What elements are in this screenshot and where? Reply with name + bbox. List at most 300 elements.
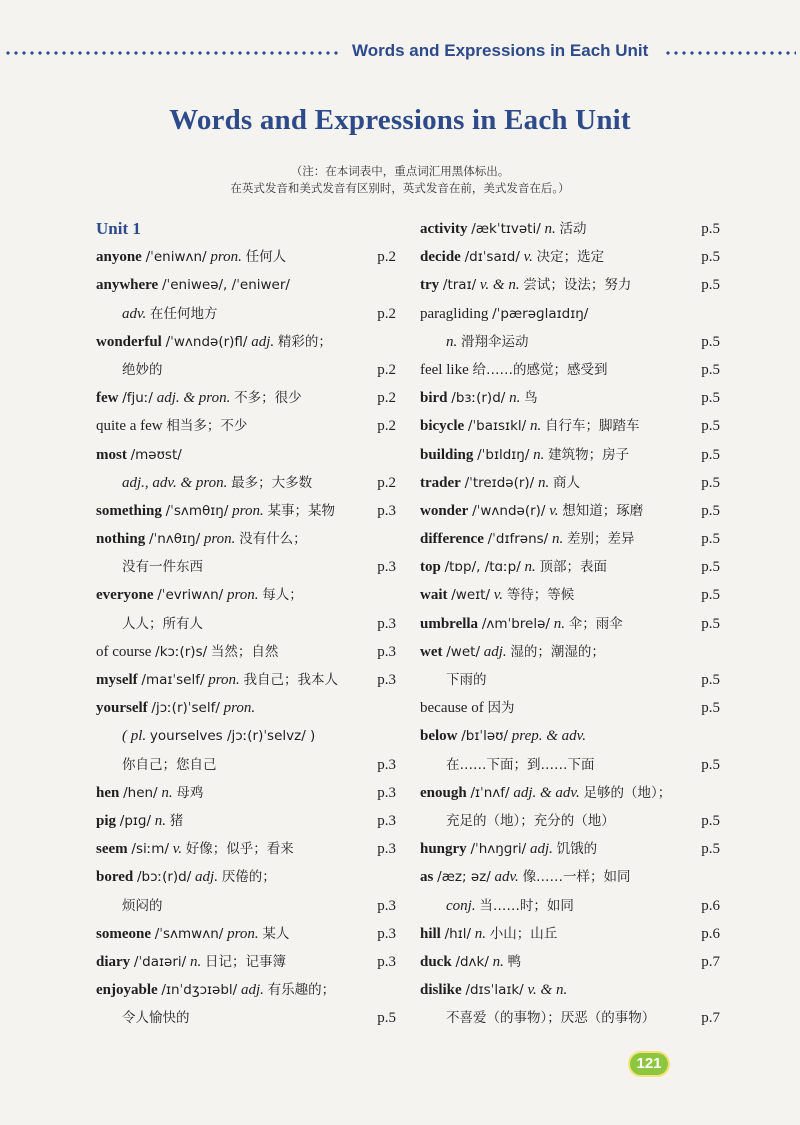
page-reference: p.2: [377, 474, 396, 491]
pronunciation: /ˈsʌmwʌn/: [154, 925, 224, 942]
vocab-line: [96, 779, 396, 807]
part-of-speech: n.: [492, 953, 504, 970]
headword: anyone: [96, 249, 142, 266]
page-reference: p.6: [701, 897, 720, 914]
chinese-meaning: 差别；差异: [566, 531, 635, 548]
headword: most: [96, 446, 127, 463]
vocab-text: [446, 751, 595, 779]
vocab-line: [420, 863, 720, 891]
unit-heading-row: [96, 215, 396, 243]
chinese-meaning: 自行车；脚踏车: [544, 418, 640, 435]
part-of-speech: n.: [544, 221, 556, 237]
vocab-line: [96, 553, 396, 581]
page-reference: p.7: [701, 953, 720, 970]
vocab-text: [420, 863, 631, 891]
headword: wait: [420, 587, 448, 604]
pronunciation: /ɪnˈdʒɔɪəbl/: [161, 982, 238, 999]
vocab-line: [420, 751, 720, 779]
chinese-meaning: 相当多；不少: [166, 418, 248, 435]
vocab-text: [122, 553, 203, 581]
part-of-speech: pron.: [208, 672, 240, 688]
headword: bird: [420, 390, 448, 407]
part-of-speech: n.: [524, 559, 536, 576]
vocab-text: [122, 356, 163, 384]
pronunciation: /æz; əz/: [437, 869, 491, 886]
vocab-line: [96, 328, 396, 356]
headword: top: [420, 559, 441, 576]
chinese-meaning: 不喜爱（的事物）；厌恶（的事物）: [446, 1010, 656, 1027]
vocab-line: [420, 553, 720, 581]
vocab-line: [420, 497, 720, 525]
vocab-text: [122, 722, 315, 750]
chinese-meaning: 湿的；潮湿的；: [510, 643, 605, 660]
chinese-meaning: 因为: [487, 700, 515, 717]
vocab-line: [96, 835, 396, 863]
page-reference: p.2: [377, 249, 396, 266]
vocab-text: [96, 863, 276, 891]
vocab-text: [446, 1004, 655, 1032]
page-reference: p.5: [701, 333, 720, 350]
part-of-speech: n.: [533, 446, 545, 463]
part-of-speech: pron.: [226, 587, 259, 604]
part-of-speech: n.: [551, 531, 564, 548]
vocab-line: [420, 638, 720, 666]
chinese-meaning: 伞；雨伞: [568, 615, 623, 632]
vocab-text: [420, 469, 580, 497]
vocab-line: [96, 638, 396, 666]
vocab-line: [420, 610, 720, 638]
chinese-meaning: 充足的（地）；充分的（地）: [446, 812, 615, 829]
running-title: Words and Expressions in Each Unit: [352, 41, 649, 60]
vocab-text: [420, 441, 629, 469]
pronunciation: /hɪl/: [444, 925, 472, 942]
vocab-line: [96, 384, 396, 412]
vocab-text: [420, 497, 643, 525]
vocab-line: [96, 722, 396, 750]
headword: feel like: [420, 361, 469, 378]
page-reference: p.5: [377, 1010, 396, 1027]
note-line-2: 在英式发音和美式发音有区别时，英式发音在前，美式发音在后。）: [230, 181, 570, 195]
headword: wet: [420, 643, 443, 660]
headword: hill: [420, 925, 441, 942]
vocab-text: [122, 892, 163, 920]
part-of-speech: n.: [189, 953, 202, 970]
chinese-meaning: 我自己；我本人: [243, 672, 339, 688]
part-of-speech: adj.: [195, 869, 218, 886]
vocab-text: [96, 976, 335, 1004]
headword: because of: [420, 700, 484, 717]
vocab-line: [96, 610, 396, 638]
vocab-text: [420, 553, 607, 581]
vocab-line: [420, 243, 720, 271]
vocab-line: [96, 300, 396, 328]
part-of-speech: adj.: [483, 643, 507, 660]
vocab-text: [420, 384, 538, 412]
vocab-line: [420, 976, 720, 1004]
vocab-text: [420, 525, 634, 553]
headword: everyone: [96, 587, 154, 604]
vocab-line: [96, 948, 396, 976]
pronunciation: /dʌk/: [455, 953, 489, 970]
headword: activity: [420, 221, 468, 237]
vocab-text: [420, 694, 514, 722]
part-of-speech: pron.: [223, 700, 256, 717]
vocab-line: [420, 328, 720, 356]
part-of-speech: n.: [446, 333, 458, 350]
part-of-speech: adj.: [529, 841, 553, 858]
pronunciation: /ʌmˈbrelə/: [481, 615, 550, 632]
page-reference: p.3: [377, 559, 396, 576]
vocab-text: [96, 441, 182, 469]
vocab-line: [96, 271, 396, 299]
headword: wonderful: [96, 333, 162, 350]
part-of-speech: v. & n.: [527, 982, 568, 999]
vocab-line: [96, 892, 396, 920]
page-reference: p.5: [701, 418, 720, 435]
part-of-speech: n.: [537, 474, 550, 491]
pronunciation: /ˈdɪfrəns/: [487, 531, 549, 548]
headword: building: [420, 446, 474, 463]
page-reference: p.5: [701, 531, 720, 548]
vocab-text: [122, 610, 203, 638]
vocab-text: [122, 469, 312, 497]
headword: diary: [96, 953, 131, 970]
chinese-meaning: 不多；很少: [234, 390, 302, 407]
vocab-text: [420, 722, 586, 750]
chinese-meaning: 在任何地方: [150, 305, 218, 322]
vocab-line: [96, 976, 396, 1004]
chinese-meaning: 精彩的；: [277, 333, 332, 350]
vocab-line: [420, 666, 720, 694]
vocab-text: [420, 779, 671, 807]
vocab-line: [420, 779, 720, 807]
pronunciation: /hen/: [123, 784, 158, 801]
dotted-rule-left: [4, 51, 342, 55]
headword: difference: [420, 531, 484, 548]
vocab-line: [96, 581, 396, 609]
vocabulary-column-right: [420, 215, 720, 1032]
plural-form: yourselves /jɔː(r)ˈselvz/ ): [149, 728, 316, 745]
note-line-1: （注：在本词表中，重点词汇用黑体标出。: [290, 164, 510, 178]
part-of-speech: adj. & pron.: [156, 390, 231, 407]
vocab-text: [420, 271, 631, 299]
headword: dislike: [420, 982, 462, 999]
pronunciation: /traɪ/: [442, 277, 477, 294]
part-of-speech: pron.: [232, 502, 264, 519]
page-reference: p.2: [377, 305, 396, 322]
chinese-meaning: 烦闷的: [122, 897, 163, 914]
chinese-meaning: 绝妙的: [122, 361, 163, 378]
chinese-meaning: 没有什么；: [239, 531, 307, 548]
vocab-line: [420, 441, 720, 469]
pronunciation: /bɜː(r)d/: [451, 390, 506, 407]
vocab-text: [96, 412, 247, 440]
vocab-text: [96, 384, 302, 412]
vocab-text: [96, 779, 203, 807]
chinese-meaning: 最多；大多数: [231, 474, 313, 491]
vocab-text: [446, 666, 487, 694]
vocabulary-column-left: [96, 215, 396, 1032]
vocab-line: [96, 694, 396, 722]
pronunciation: /bɪˈləʊ/: [461, 728, 509, 745]
pronunciation: /ˈbɪldɪŋ/: [477, 446, 530, 463]
chinese-meaning: 活动: [559, 221, 587, 237]
page-reference: p.5: [701, 700, 720, 717]
page-reference: p.2: [377, 361, 396, 378]
page-reference: p.3: [377, 925, 396, 942]
vocab-text: [446, 807, 615, 835]
vocab-line: [420, 271, 720, 299]
page-reference: p.5: [701, 587, 720, 604]
chinese-meaning: 你自己；您自己: [122, 756, 217, 773]
page-reference: p.5: [701, 221, 720, 237]
vocab-line: [96, 243, 396, 271]
pronunciation: /ˈeniweə/, /ˈeniwer/: [161, 277, 290, 294]
pronunciation: /ˈnʌθɪŋ/: [148, 531, 201, 548]
chinese-meaning: 顶部；表面: [539, 559, 608, 576]
headword: enough: [420, 784, 467, 801]
chinese-meaning: 小山；山丘: [489, 925, 558, 942]
vocab-line: [420, 469, 720, 497]
vocab-text: [420, 215, 587, 243]
chinese-meaning: 某事；某物: [267, 502, 335, 519]
vocab-line: [420, 807, 720, 835]
dotted-rule-right: [664, 51, 796, 55]
headword: paragliding: [420, 305, 489, 322]
pronunciation: /ˈbaɪsɪkl/: [467, 418, 527, 435]
chinese-meaning: 日记；记事簿: [204, 953, 286, 970]
part-of-speech: n.: [161, 784, 173, 801]
headword: hen: [96, 784, 120, 801]
headword: duck: [420, 953, 452, 970]
vocab-line: [96, 863, 396, 891]
vocab-text: [96, 948, 286, 976]
vocab-line: [96, 356, 396, 384]
page-reference: p.5: [701, 615, 720, 632]
vocab-line: [96, 807, 396, 835]
vocab-line: [420, 835, 720, 863]
vocab-line: [420, 384, 720, 412]
headword: of course: [96, 643, 152, 660]
vocab-line: [420, 525, 720, 553]
pronunciation: /dɪsˈlaɪk/: [465, 982, 524, 999]
page-reference: p.3: [377, 672, 396, 688]
page-reference: p.3: [377, 784, 396, 801]
pronunciation: /ˈsʌmθɪŋ/: [165, 502, 229, 519]
headword: enjoyable: [96, 982, 158, 999]
vocab-line: [96, 666, 396, 694]
headword: bored: [96, 869, 134, 886]
headword: someone: [96, 925, 151, 942]
part-of-speech: n.: [509, 390, 521, 407]
part-of-speech: v.: [523, 249, 533, 266]
vocab-text: [420, 638, 605, 666]
vocab-line: [420, 412, 720, 440]
vocab-text: [420, 920, 557, 948]
page-reference: p.5: [701, 249, 720, 266]
headword: below: [420, 728, 458, 745]
vocab-text: [96, 328, 332, 356]
vocab-text: [96, 835, 294, 863]
page-reference: p.2: [377, 418, 396, 435]
page-reference: p.5: [701, 446, 720, 463]
chinese-meaning: 任何人: [245, 249, 287, 266]
vocab-text: [96, 638, 278, 666]
vocab-text: [96, 497, 335, 525]
running-header: [0, 38, 800, 66]
chinese-meaning: 想知道；琢磨: [562, 502, 644, 519]
vocab-line: [96, 751, 396, 779]
pronunciation: /ˈwʌndə(r)/: [472, 502, 546, 519]
part-of-speech: v.: [493, 587, 504, 604]
headword: nothing: [96, 531, 146, 548]
page-reference: p.2: [377, 390, 396, 407]
pronunciation: /ækˈtɪvəti/: [471, 221, 541, 237]
chinese-meaning: 当然；自然: [210, 643, 279, 660]
headword: hungry: [420, 841, 467, 858]
chinese-meaning: 等待；等候: [506, 587, 575, 604]
part-of-speech: adj. & adv.: [513, 784, 580, 801]
vocab-text: [96, 694, 255, 722]
part-of-speech: v. & n.: [479, 277, 520, 294]
vocab-text: [420, 356, 607, 384]
vocab-text: [446, 892, 574, 920]
part-of-speech: v.: [172, 841, 183, 858]
vocab-text: [420, 412, 639, 440]
pronunciation: /ɪˈnʌf/: [470, 784, 510, 801]
chinese-meaning: 当……时；如同: [479, 897, 574, 914]
headword: quite a few: [96, 418, 163, 435]
page-reference: p.6: [701, 925, 720, 942]
vocab-text: [122, 1004, 190, 1032]
pronunciation: /fjuː/: [122, 390, 153, 407]
part-of-speech: conj.: [446, 897, 476, 914]
part-of-speech: pron.: [227, 925, 259, 942]
pronunciation: /bɔː(r)d/: [136, 869, 192, 886]
pronunciation: /maɪˈself/: [141, 672, 205, 688]
headword: myself: [96, 672, 138, 688]
page-reference: p.7: [701, 1010, 720, 1027]
page-reference: p.5: [701, 502, 720, 519]
pronunciation: /ˈhʌŋɡri/: [470, 841, 527, 858]
pronunciation: /ˈdaɪəri/: [133, 953, 187, 970]
page-reference: p.3: [377, 643, 396, 660]
vocab-line: [420, 215, 720, 243]
chinese-meaning: 足够的（地）；: [583, 784, 672, 801]
chinese-meaning: 有乐趣的；: [267, 982, 336, 999]
headword: something: [96, 502, 162, 519]
unit-heading: Unit 1: [96, 219, 141, 238]
pronunciation: /ˈevriwʌn/: [157, 587, 224, 604]
chinese-meaning: 好像；似乎；看来: [185, 841, 294, 858]
vocab-line: [96, 497, 396, 525]
headword: trader: [420, 474, 461, 491]
pronunciation: /weɪt/: [451, 587, 491, 604]
part-of-speech: adv.: [122, 305, 147, 322]
chinese-meaning: 在……下面；到……下面: [446, 756, 595, 773]
vocab-line: [96, 920, 396, 948]
chinese-meaning: 滑翔伞运动: [461, 333, 529, 350]
vocab-text: [96, 920, 289, 948]
page-reference: p.3: [377, 812, 396, 829]
chinese-meaning: 厌倦的；: [221, 869, 276, 886]
vocab-text: [420, 581, 574, 609]
vocab-line: [420, 694, 720, 722]
part-of-speech: n.: [474, 925, 487, 942]
page-reference: p.5: [701, 474, 720, 491]
chinese-meaning: 猪: [169, 812, 184, 829]
part-of-speech: ( pl.: [122, 728, 147, 745]
vocab-line: [420, 920, 720, 948]
part-of-speech: n.: [154, 812, 167, 829]
page-reference: p.5: [701, 756, 720, 773]
pronunciation: /tɒp/, /tɑːp/: [444, 559, 521, 576]
page-reference: p.3: [377, 841, 396, 858]
chinese-meaning: 给……的感觉；感受到: [472, 361, 608, 378]
page-reference: p.3: [377, 502, 396, 519]
vocab-text: [96, 666, 338, 694]
vocab-text: [420, 976, 567, 1004]
headword: pig: [96, 812, 117, 829]
pronunciation: /ˈtreɪdə(r)/: [464, 474, 535, 491]
chinese-meaning: 商人: [552, 474, 580, 491]
chinese-meaning: 鸭: [507, 953, 522, 970]
part-of-speech: adv.: [494, 869, 519, 886]
vocab-text: [420, 610, 623, 638]
headword: seem: [96, 841, 128, 858]
vocab-line: [96, 441, 396, 469]
headword: try: [420, 277, 440, 294]
pronunciation: /wet/: [446, 643, 480, 660]
page-reference: p.5: [701, 277, 720, 294]
vocab-text: [96, 243, 286, 271]
pronunciation: /ˈpærəɡlaɪdɪŋ/: [492, 305, 589, 322]
vocab-text: [420, 948, 521, 976]
headword: as: [420, 869, 434, 886]
vocab-line: [420, 581, 720, 609]
vocab-line: [420, 1004, 720, 1032]
pronunciation: /məʊst/: [130, 446, 182, 463]
page-reference: p.3: [377, 953, 396, 970]
headword: anywhere: [96, 277, 159, 294]
headword: decide: [420, 249, 461, 266]
pronunciation: /siːm/: [131, 841, 169, 858]
part-of-speech: adj., adv. & pron.: [122, 474, 228, 491]
headword: umbrella: [420, 615, 479, 632]
vocab-line: [420, 356, 720, 384]
part-of-speech: pron.: [210, 249, 242, 266]
vocab-text: [420, 300, 588, 328]
vocab-line: [420, 892, 720, 920]
page-reference: p.3: [377, 897, 396, 914]
chinese-meaning: 尝试；设法；努力: [523, 277, 632, 294]
page-reference: p.3: [377, 756, 396, 773]
part-of-speech: adj.: [251, 333, 275, 350]
part-of-speech: n.: [553, 615, 565, 632]
page-reference: p.5: [701, 841, 720, 858]
pronunciation: /pɪɡ/: [119, 812, 152, 829]
page-reference: p.3: [377, 615, 396, 632]
page-reference: p.5: [701, 361, 720, 378]
part-of-speech: v.: [549, 502, 559, 519]
headword: wonder: [420, 502, 469, 519]
chinese-meaning: 建筑物；房子: [548, 446, 630, 463]
pronunciation: /kɔː(r)s/: [155, 643, 208, 660]
vocab-text: [122, 751, 217, 779]
page-reference: p.5: [701, 812, 720, 829]
vocab-text: [122, 300, 218, 328]
chinese-meaning: 每人；: [262, 587, 303, 604]
